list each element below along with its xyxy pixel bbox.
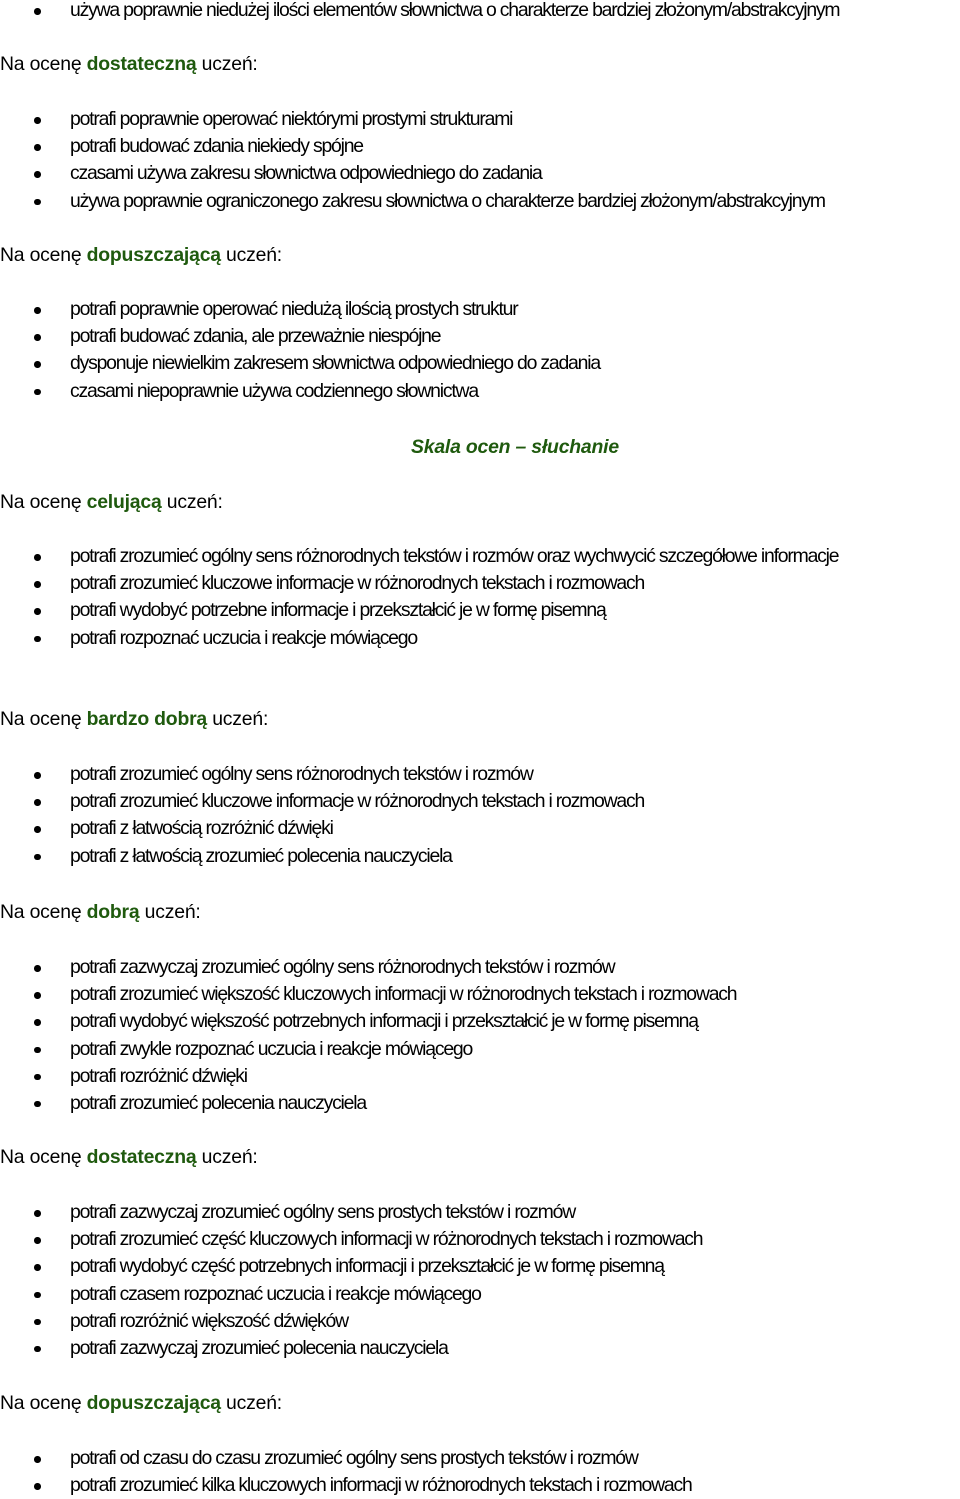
bullet-icon (34, 1210, 41, 1217)
bullet-icon (34, 554, 41, 561)
list-item (0, 350, 960, 377)
bullet-icon (34, 1483, 41, 1490)
bullet-icon (34, 1074, 41, 1081)
list-item (0, 1008, 960, 1035)
list-item-text: potrafi rozpoznać uczucia i reakcje mówiącego (70, 626, 417, 649)
list-item (0, 1335, 960, 1362)
list-item-text: potrafi zazwyczaj zrozumieć polecenia nauczyciela (70, 1336, 448, 1359)
list-item (0, 597, 960, 624)
list-item-text: potrafi czasem rozpoznać uczucia i reakcje mówiącego (70, 1282, 481, 1305)
section-title: Skala ocen – słuchanie (411, 436, 619, 458)
list-item-text: potrafi zrozumieć kluczowe informacje w różnorodnych tekstach i rozmowach (70, 572, 645, 595)
list-item-text: potrafi poprawnie operować niedużą ilością prostych struktur (70, 298, 518, 320)
list-item (0, 981, 960, 1008)
grade-name: celującą (86, 491, 162, 513)
bullet-icon (34, 1346, 41, 1353)
heading-prefix: Na ocenę (0, 491, 87, 513)
list-item (0, 1472, 960, 1499)
grade-name: bardzo dobrą (86, 708, 208, 730)
bullet-icon (34, 117, 41, 124)
bullet-icon (34, 1101, 41, 1108)
bullet-icon (34, 826, 41, 833)
list-item (0, 625, 960, 652)
bullet-list (0, 761, 960, 870)
list-item (0, 1253, 960, 1280)
bullet-icon (34, 854, 41, 861)
list-item (0, 0, 960, 24)
heading-prefix: Na ocenę (0, 901, 87, 923)
list-item-text: potrafi z łatwością zrozumieć polecenia nauczyciela (70, 844, 452, 867)
list-item (0, 1445, 960, 1472)
list-item-text: potrafi zazwyczaj zrozumieć ogólny sens prostych tekstów i rozmów (70, 1201, 576, 1223)
list-item (0, 188, 960, 215)
list-item (0, 815, 960, 842)
list-item (0, 133, 960, 160)
list-item (0, 1063, 960, 1090)
list-item-text: potrafi zrozumieć kilka kluczowych informacji w różnorodnych tekstach i rozmowach (70, 1474, 692, 1497)
grade-heading (0, 1390, 282, 1417)
grade-heading (0, 242, 282, 269)
list-item (0, 954, 960, 981)
bullet-icon (34, 965, 41, 972)
list-item-text: potrafi wydobyć większość potrzebnych informacji i przekształcić je w formę pisemną (70, 1010, 698, 1033)
list-item-text: potrafi zwykle rozpoznać uczucia i reakcje mówiącego (70, 1037, 473, 1060)
list-item-text: potrafi wydobyć część potrzebnych informacji i przekształcić je w formę pisemną (70, 1255, 664, 1278)
bullet-icon (34, 1456, 41, 1463)
list-item-text: potrafi od czasu do czasu zrozumieć ogólny sens prostych tekstów i rozmów (70, 1447, 638, 1469)
bullet-icon (34, 361, 41, 368)
bullet-list (0, 1445, 960, 1499)
bullet-list (0, 954, 960, 1117)
bullet-icon (34, 389, 41, 396)
bullet-icon (34, 307, 41, 314)
bullet-icon (34, 581, 41, 588)
bullet-icon (34, 199, 41, 206)
bullet-icon (34, 1319, 41, 1326)
bullet-list (0, 1199, 960, 1362)
bullet-icon (34, 1292, 41, 1299)
list-item (0, 1281, 960, 1308)
bullet-icon (34, 1264, 41, 1271)
list-item (0, 296, 960, 323)
bullet-icon (34, 992, 41, 999)
bullet-icon (34, 171, 41, 178)
list-item (0, 1036, 960, 1063)
heading-suffix: uczeń: (196, 1146, 258, 1168)
grade-heading (0, 51, 258, 78)
list-item-text: potrafi budować zdania niekiedy spójne (70, 135, 363, 158)
list-item (0, 570, 960, 597)
list-item (0, 1199, 960, 1226)
list-item-text: potrafi rozróżnić dźwięki (70, 1064, 247, 1087)
bullet-icon (34, 1019, 41, 1026)
heading-suffix: uczeń: (139, 901, 201, 923)
list-item-text: czasami niepoprawnie używa codziennego słownictwa (70, 379, 478, 402)
bullet-list (0, 106, 960, 215)
list-item-text: potrafi zrozumieć ogólny sens różnorodnych tekstów i rozmów (70, 763, 533, 785)
list-item-text: potrafi zrozumieć kluczowe informacje w różnorodnych tekstach i rozmowach (70, 790, 645, 813)
list-item (0, 1308, 960, 1335)
list-item-text: potrafi zrozumieć część kluczowych informacji w różnorodnych tekstach i rozmowach (70, 1228, 703, 1251)
list-item-text: czasami używa zakresu słownictwa odpowiedniego do zadania (70, 162, 542, 185)
grade-name: dobrą (86, 901, 140, 923)
grade-heading (0, 706, 268, 733)
list-item (0, 1090, 960, 1117)
heading-suffix: uczeń: (220, 244, 282, 266)
list-item (0, 378, 960, 405)
grade-heading (0, 1144, 258, 1171)
heading-prefix: Na ocenę (0, 244, 87, 266)
bullet-icon (34, 1047, 41, 1054)
heading-suffix: uczeń: (196, 53, 258, 75)
bullet-list (0, 543, 960, 652)
heading-prefix: Na ocenę (0, 1392, 87, 1414)
list-item-text: potrafi zrozumieć polecenia nauczyciela (70, 1091, 366, 1114)
list-item-text: potrafi zrozumieć ogólny sens różnorodnych tekstów i rozmów oraz wychwycić szczegółowe informacje (70, 545, 839, 567)
heading-suffix: uczeń: (220, 1392, 282, 1414)
heading-prefix: Na ocenę (0, 708, 87, 730)
grade-heading (0, 489, 223, 516)
list-item-text: potrafi wydobyć potrzebne informacje i przekształcić je w formę pisemną (70, 599, 606, 622)
list-item (0, 1226, 960, 1253)
grade-name: dostateczną (86, 53, 197, 75)
grade-name: dostateczną (86, 1146, 197, 1168)
list-item (0, 106, 960, 133)
bullet-icon (34, 636, 41, 643)
grade-name: dopuszczającą (86, 1392, 221, 1414)
list-item (0, 323, 960, 350)
list-item (0, 543, 960, 570)
heading-prefix: Na ocenę (0, 53, 87, 75)
bullet-icon (34, 144, 41, 151)
grade-heading (0, 899, 201, 926)
list-item (0, 843, 960, 870)
bullet-list (0, 296, 960, 405)
bullet-icon (34, 1237, 41, 1244)
list-item-text: potrafi rozróżnić większość dźwięków (70, 1309, 348, 1332)
list-item (0, 788, 960, 815)
bullet-icon (34, 799, 41, 806)
bullet-icon (34, 608, 41, 615)
list-item (0, 160, 960, 187)
heading-prefix: Na ocenę (0, 1146, 87, 1168)
list-item-text: potrafi zazwyczaj zrozumieć ogólny sens różnorodnych tekstów i rozmów (70, 956, 615, 978)
grade-name: dopuszczającą (86, 244, 221, 266)
heading-suffix: uczeń: (161, 491, 223, 513)
bullet-icon (34, 334, 41, 341)
bullet-icon (34, 8, 41, 15)
heading-suffix: uczeń: (207, 708, 269, 730)
list-item (0, 761, 960, 788)
bullet-list (0, 0, 960, 24)
list-item-text: używa poprawnie niedużej ilości elementów słownictwa o charakterze bardziej złożonym/abstrakcyjnym (70, 0, 840, 21)
list-item-text: potrafi zrozumieć większość kluczowych informacji w różnorodnych tekstach i rozmowach (70, 983, 737, 1006)
bullet-icon (34, 772, 41, 779)
list-item-text: używa poprawnie ograniczonego zakresu słownictwa o charakterze bardziej złożonym/abstrakcyjnym (70, 189, 825, 212)
list-item-text: potrafi z łatwością rozróżnić dźwięki (70, 817, 333, 840)
list-item-text: potrafi poprawnie operować niektórymi prostymi strukturami (70, 108, 513, 130)
list-item-text: dysponuje niewielkim zakresem słownictwa odpowiedniego do zadania (70, 352, 600, 375)
list-item-text: potrafi budować zdania, ale przeważnie niespójne (70, 325, 441, 348)
